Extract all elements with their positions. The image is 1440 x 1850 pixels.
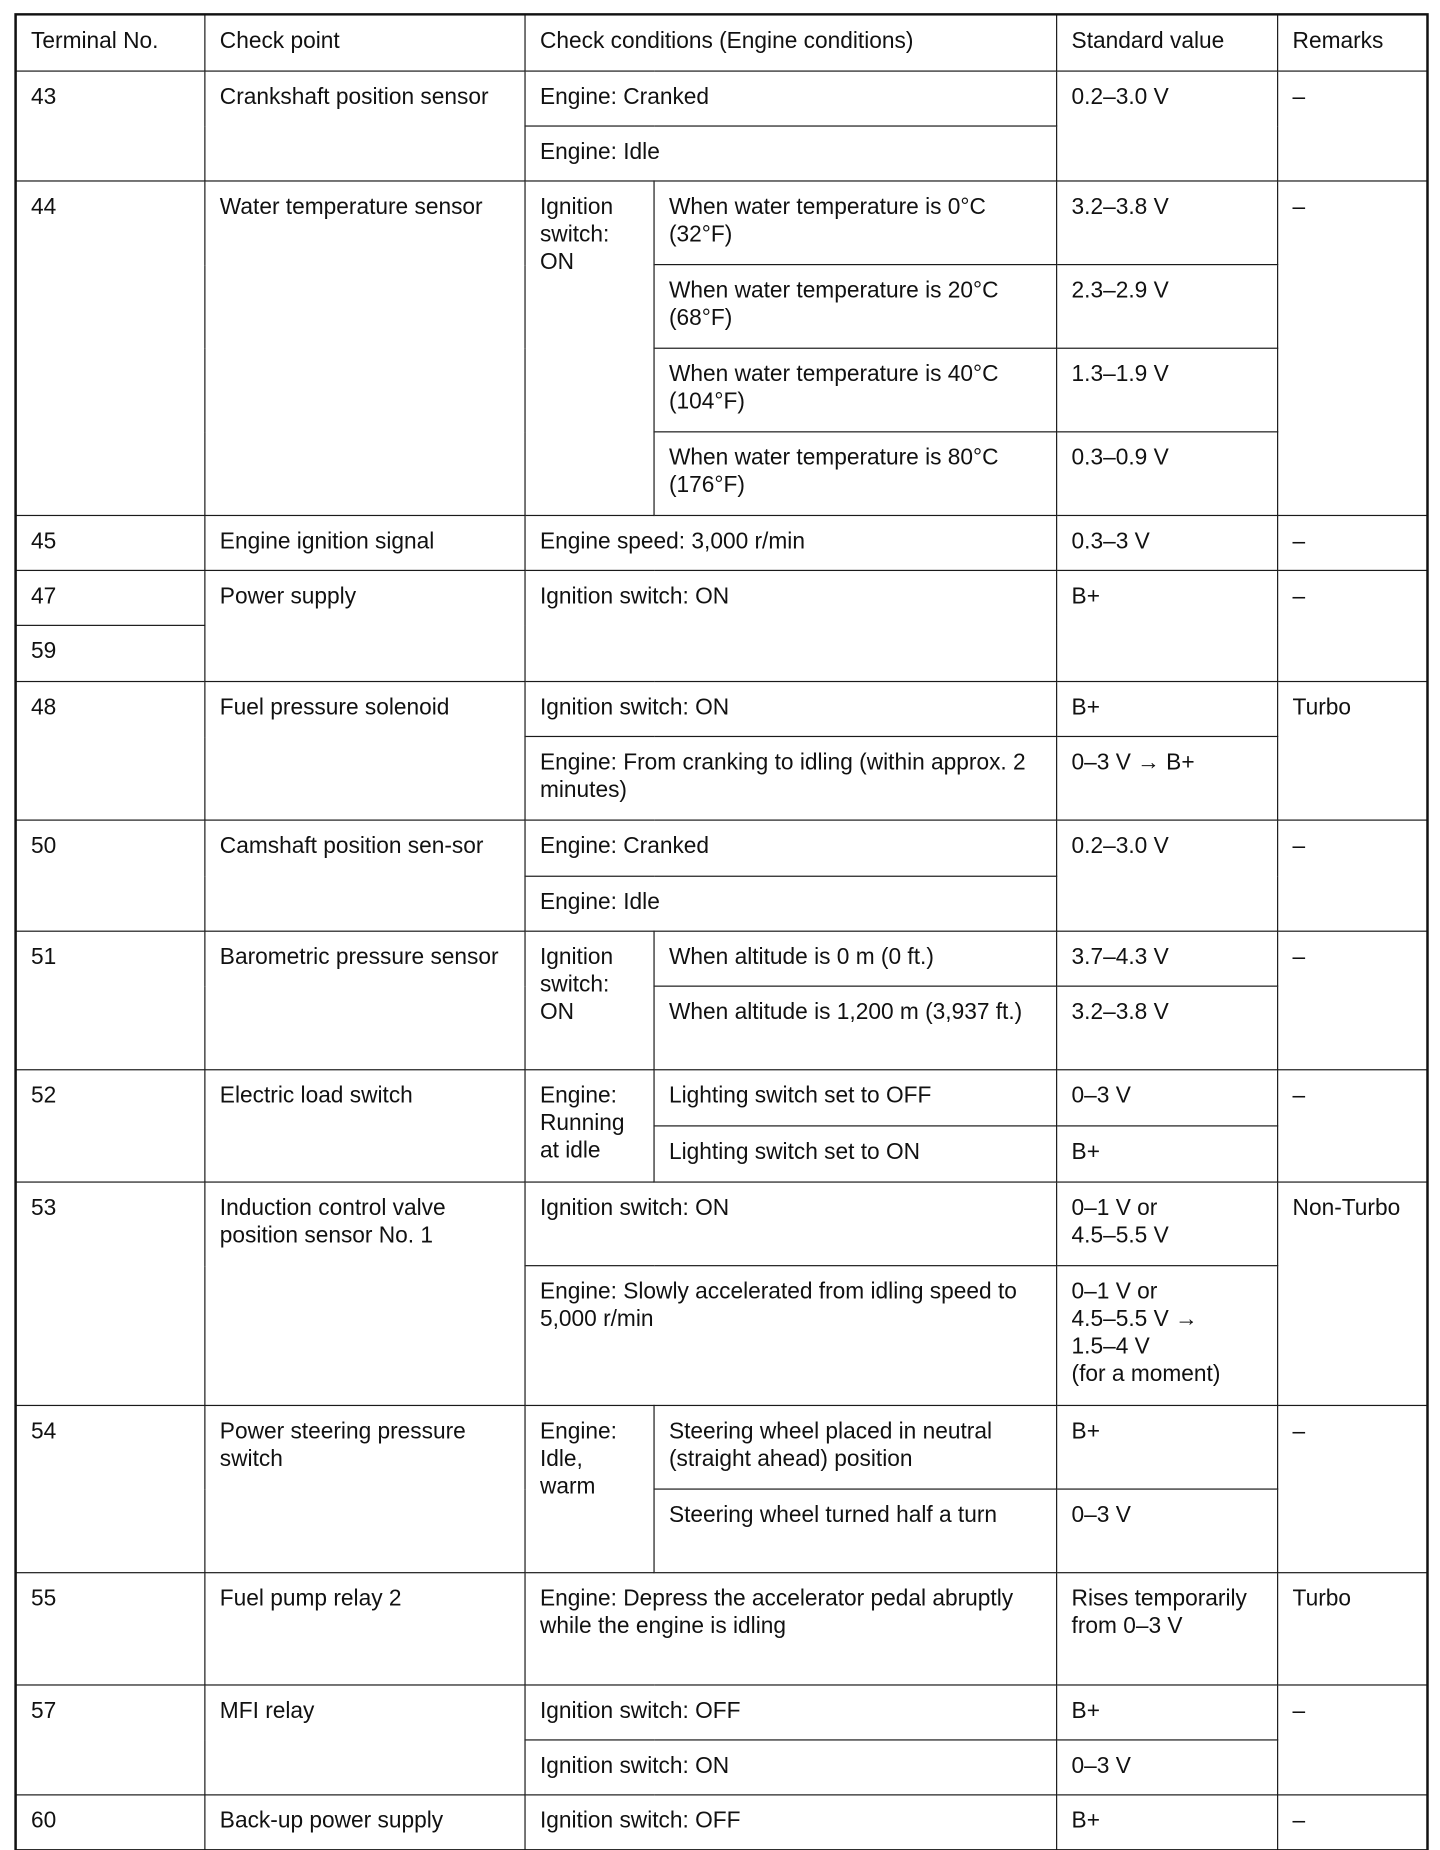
check-condition: When water temperature is 40°C (104°F) bbox=[654, 348, 1057, 432]
condition-group: Engine: Running at idle bbox=[525, 1070, 654, 1182]
check-point: MFI relay bbox=[205, 1685, 525, 1795]
standard-value: B+ bbox=[1057, 1795, 1278, 1850]
standard-value: 2.3–2.9 V bbox=[1057, 265, 1278, 349]
check-condition: Ignition switch: OFF bbox=[525, 1795, 1057, 1850]
remarks: – bbox=[1278, 1405, 1427, 1572]
check-condition: Engine: Cranked bbox=[525, 820, 1057, 876]
terminal-number: 44 bbox=[16, 181, 205, 515]
remarks: – bbox=[1278, 570, 1427, 681]
standard-value: 3.2–3.8 V bbox=[1057, 986, 1278, 1070]
header-terminal: Terminal No. bbox=[16, 15, 205, 71]
ecu-terminal-check-table bbox=[16, 14, 1428, 1850]
table-row bbox=[16, 515, 1427, 570]
terminal-number: 60 bbox=[16, 1795, 205, 1850]
check-condition: When altitude is 1,200 m (3,937 ft.) bbox=[654, 986, 1057, 1070]
standard-value: 3.2–3.8 V bbox=[1057, 181, 1278, 265]
check-point: Barometric pressure sensor bbox=[205, 931, 525, 1070]
standard-value bbox=[1057, 1182, 1278, 1266]
standard-value: B+ bbox=[1057, 1685, 1278, 1740]
check-condition: Ignition switch: ON bbox=[525, 1182, 1057, 1266]
check-point: Engine ignition signal bbox=[205, 515, 525, 570]
standard-value: B+ bbox=[1057, 570, 1278, 681]
check-condition: Engine: Idle bbox=[525, 126, 1057, 181]
check-condition: Steering wheel placed in neutral (straight ahead) position bbox=[654, 1405, 1057, 1489]
standard-value: Rises temporarily from 0–3 V bbox=[1057, 1573, 1278, 1685]
table-row bbox=[16, 1795, 1427, 1850]
terminal-number: 47 bbox=[16, 570, 205, 625]
standard-value: 0–3 V bbox=[1057, 1489, 1278, 1573]
check-condition: Lighting switch set to OFF bbox=[654, 1070, 1057, 1126]
table-row bbox=[16, 1070, 1427, 1126]
standard-value: 0.3–0.9 V bbox=[1057, 432, 1278, 516]
check-point: Camshaft position sen-sor bbox=[205, 820, 525, 931]
check-point: Fuel pressure solenoid bbox=[205, 682, 525, 821]
table-row bbox=[16, 570, 1427, 625]
remarks: – bbox=[1278, 1795, 1427, 1850]
standard-value: 0–3 V bbox=[1057, 1070, 1278, 1126]
value-line: 4.5–5.5 V bbox=[1071, 1223, 1169, 1249]
remarks: Turbo bbox=[1278, 682, 1427, 821]
header-remarks: Remarks bbox=[1278, 15, 1427, 71]
check-point: Electric load switch bbox=[205, 1070, 525, 1182]
table-row bbox=[16, 1685, 1427, 1740]
terminal-number: 52 bbox=[16, 1070, 205, 1182]
terminal-number: 50 bbox=[16, 820, 205, 931]
standard-value: 0.2–3.0 V bbox=[1057, 71, 1278, 181]
terminal-number: 45 bbox=[16, 515, 205, 570]
condition-group: Engine: Idle, warm bbox=[525, 1405, 654, 1572]
check-condition: Ignition switch: ON bbox=[525, 570, 1057, 681]
standard-value: 1.3–1.9 V bbox=[1057, 348, 1278, 432]
standard-value: 0–3 V bbox=[1057, 1740, 1278, 1795]
check-condition: Engine: From cranking to idling (within approx. 2 minutes) bbox=[525, 736, 1057, 820]
check-condition: Engine speed: 3,000 r/min bbox=[525, 515, 1057, 570]
remarks: – bbox=[1278, 931, 1427, 1070]
check-point: Crankshaft position sensor bbox=[205, 71, 525, 181]
check-condition: When water temperature is 0°C (32°F) bbox=[654, 181, 1057, 265]
check-condition: Engine: Depress the accelerator pedal abruptly while the engine is idling bbox=[525, 1573, 1057, 1685]
check-point: Power steering pressure switch bbox=[205, 1405, 525, 1572]
remarks: Turbo bbox=[1278, 1573, 1427, 1685]
standard-value: 0.2–3.0 V bbox=[1057, 820, 1278, 931]
value-line: 1.5–4 V bbox=[1071, 1334, 1150, 1360]
check-condition: When water temperature is 20°C (68°F) bbox=[654, 265, 1057, 349]
remarks: Non-Turbo bbox=[1278, 1182, 1427, 1405]
terminal-number: 51 bbox=[16, 931, 205, 1070]
check-point: Power supply bbox=[205, 570, 525, 681]
standard-value: B+ bbox=[1057, 682, 1278, 737]
table-row bbox=[16, 820, 1427, 876]
remarks: – bbox=[1278, 820, 1427, 931]
check-point: Back-up power supply bbox=[205, 1795, 525, 1850]
header-check-point: Check point bbox=[205, 15, 525, 71]
table-row bbox=[16, 1405, 1427, 1489]
value-line: 0–1 V or bbox=[1071, 1195, 1158, 1221]
table-row bbox=[16, 181, 1427, 265]
check-condition: Ignition switch: ON bbox=[525, 1740, 1057, 1795]
terminal-number: 43 bbox=[16, 71, 205, 181]
remarks: – bbox=[1278, 71, 1427, 181]
standard-value: B+ bbox=[1057, 1126, 1278, 1182]
value-line: 4.5–5.5 V → bbox=[1071, 1306, 1198, 1332]
terminal-number: 54 bbox=[16, 1405, 205, 1572]
check-condition: Ignition switch: OFF bbox=[525, 1685, 1057, 1740]
table-row bbox=[16, 682, 1427, 737]
table-row bbox=[16, 1182, 1427, 1266]
check-condition: Lighting switch set to ON bbox=[654, 1126, 1057, 1182]
header-row bbox=[16, 15, 1427, 71]
terminal-number: 55 bbox=[16, 1573, 205, 1685]
value-line: 0–1 V or bbox=[1071, 1279, 1158, 1305]
terminal-number: 59 bbox=[16, 625, 205, 681]
table-row bbox=[16, 931, 1427, 986]
terminal-number: 53 bbox=[16, 1182, 205, 1405]
header-check-conditions: Check conditions (Engine conditions) bbox=[525, 15, 1057, 71]
remarks: – bbox=[1278, 181, 1427, 515]
check-condition: Ignition switch: ON bbox=[525, 682, 1057, 737]
terminal-number: 48 bbox=[16, 682, 205, 821]
check-point: Water temperature sensor bbox=[205, 181, 525, 515]
check-condition: Engine: Slowly accelerated from idling speed to 5,000 r/min bbox=[525, 1266, 1057, 1406]
remarks: – bbox=[1278, 1685, 1427, 1795]
header-standard-value: Standard value bbox=[1057, 15, 1278, 71]
check-condition: Engine: Cranked bbox=[525, 71, 1057, 126]
standard-value: 0–3 V → B+ bbox=[1057, 736, 1278, 820]
condition-group: Ignition switch: ON bbox=[525, 181, 654, 515]
standard-value: 0.3–3 V bbox=[1057, 515, 1278, 570]
check-condition: When altitude is 0 m (0 ft.) bbox=[654, 931, 1057, 986]
check-point: Induction control valve position sensor No. 1 bbox=[205, 1182, 525, 1405]
check-condition: When water temperature is 80°C (176°F) bbox=[654, 432, 1057, 516]
check-condition: Steering wheel turned half a turn bbox=[654, 1489, 1057, 1573]
value-line: (for a moment) bbox=[1071, 1361, 1221, 1387]
terminal-number: 57 bbox=[16, 1685, 205, 1795]
standard-value: B+ bbox=[1057, 1405, 1278, 1489]
remarks: – bbox=[1278, 1070, 1427, 1182]
table-row bbox=[16, 71, 1427, 126]
standard-value bbox=[1057, 1266, 1278, 1406]
check-point: Fuel pump relay 2 bbox=[205, 1573, 525, 1685]
check-condition: Engine: Idle bbox=[525, 876, 1057, 931]
standard-value: 3.7–4.3 V bbox=[1057, 931, 1278, 986]
table-row bbox=[16, 1573, 1427, 1685]
condition-group: Ignition switch: ON bbox=[525, 931, 654, 1070]
remarks: – bbox=[1278, 515, 1427, 570]
